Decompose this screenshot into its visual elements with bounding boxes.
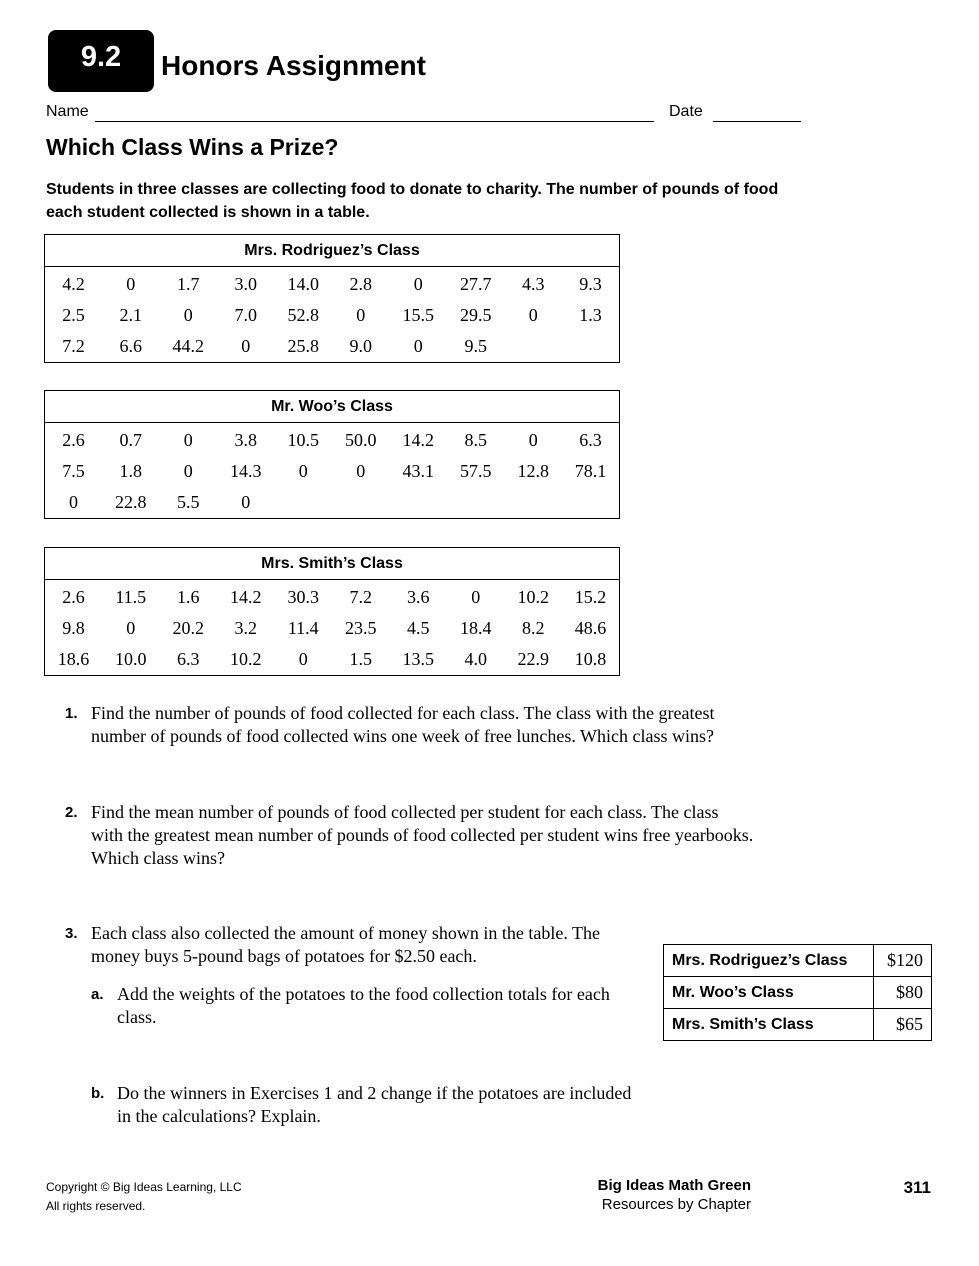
money-class-name: Mr. Woo’s Class: [664, 977, 874, 1009]
table-cell: 43.1: [402, 461, 434, 481]
table-cell: 14.0: [287, 274, 319, 294]
footer-rights: All rights reserved.: [46, 1199, 146, 1213]
table-row: [45, 644, 620, 676]
table-cell: [332, 487, 390, 519]
table-cell: 48.6: [574, 618, 607, 638]
table-cell: 6.3: [579, 430, 602, 450]
table-cell: 0: [298, 649, 308, 669]
table-header-row: [45, 391, 620, 423]
table-cell: 13.5: [402, 649, 434, 669]
question-1-line-1: Find the number of pounds of food collected for each class. The class with the greatest: [91, 703, 715, 723]
table-cell: 4.0: [464, 649, 487, 669]
question-3a-line-2: class.: [117, 1007, 157, 1027]
question-1-line-2: number of pounds of food collected wins one week of free lunches. Which class wins?: [91, 726, 714, 746]
table-cell: 9.8: [62, 618, 85, 638]
table-cell: 10.2: [517, 587, 549, 607]
table-cell: 8.2: [522, 618, 545, 638]
table-cell: 7.2: [62, 336, 85, 356]
table-cell: 0: [241, 336, 251, 356]
table-header-row: [45, 548, 620, 580]
table-row: [45, 487, 620, 519]
table-cell: 23.5: [345, 618, 377, 638]
money-row: [664, 1009, 932, 1041]
table-cell: 2.1: [119, 305, 142, 325]
money-row: [664, 945, 932, 977]
table-cell: 6.3: [177, 649, 200, 669]
table-cell: 44.2: [172, 336, 204, 356]
table-cell: 52.8: [287, 305, 319, 325]
table-cell: 4.3: [522, 274, 545, 294]
table-cell: 10.0: [115, 649, 147, 669]
table-cell: 9.3: [579, 274, 602, 294]
question-2-line-3: Which class wins?: [91, 848, 225, 868]
table-cell: [505, 487, 563, 519]
table-cell: 0: [413, 274, 423, 294]
table-cell: 11.5: [115, 587, 147, 607]
table-cell: 1.7: [177, 274, 200, 294]
table-row: [45, 300, 620, 331]
date-label: Date: [669, 103, 703, 120]
table-cell: 30.3: [287, 587, 319, 607]
table-cell: 0: [528, 430, 538, 450]
table-cell: [505, 331, 563, 363]
page-number: 311: [903, 1178, 931, 1197]
question-3b-line-1: Do the winners in Exercises 1 and 2 change if the potatoes are included: [117, 1083, 632, 1103]
table-cell: 0: [183, 461, 193, 481]
table-row: [45, 331, 620, 363]
table-cell: 14.3: [230, 461, 262, 481]
table-cell: 5.5: [177, 492, 200, 512]
table-cell: 15.5: [402, 305, 434, 325]
question-3-number: 3.: [65, 925, 78, 942]
date-line: [713, 121, 801, 122]
table-cell: 22.9: [517, 649, 549, 669]
table-cell: 2.8: [349, 274, 372, 294]
question-2-line-1: Find the mean number of pounds of food collected per student for each class. The class: [91, 802, 719, 822]
table-cell: 14.2: [402, 430, 434, 450]
intro-text: Students in three classes are collecting food to donate to charity. The number of pounds of food each student collected is shown in a table.: [46, 181, 779, 221]
footer-resources: Resources by Chapter: [601, 1196, 751, 1213]
money-row: [664, 977, 932, 1009]
table-cell: 0: [356, 461, 366, 481]
table-title: Mrs. Rodriguez’s Class: [45, 235, 620, 267]
table-cell: 9.0: [349, 336, 372, 356]
table-cell: 78.1: [574, 461, 607, 481]
footer-book-title: Big Ideas Math Green: [597, 1177, 751, 1194]
page-title: Honors Assignment: [161, 50, 426, 81]
section-badge: [48, 30, 154, 92]
question-3b-letter: b.: [91, 1085, 105, 1102]
table-cell: 0: [126, 618, 136, 638]
table-cell: 10.2: [230, 649, 262, 669]
table-cell: 3.6: [407, 587, 430, 607]
table-cell: 0: [356, 305, 366, 325]
table-cell: 3.0: [234, 274, 257, 294]
table-cell: 1.6: [177, 587, 200, 607]
table-cell: [562, 487, 620, 519]
table-cell: 11.4: [287, 618, 319, 638]
table-cell: 3.2: [234, 618, 257, 638]
table-cell: 2.5: [62, 305, 85, 325]
table-cell: 0.7: [119, 430, 142, 450]
section-number: 9.2: [80, 40, 122, 73]
table-cell: 10.8: [574, 649, 607, 669]
table-cell: 1.5: [349, 649, 372, 669]
question-3-line-1: Each class also collected the amount of money shown in the table. The: [91, 923, 601, 943]
question-3a-letter: a.: [91, 986, 104, 1003]
table-cell: 18.6: [57, 649, 90, 669]
money-table: [663, 944, 932, 1041]
money-class-name: Mrs. Rodriguez’s Class: [664, 945, 874, 977]
money-class-name: Mrs. Smith’s Class: [664, 1009, 874, 1041]
table-cell: 57.5: [460, 461, 492, 481]
table-row: [45, 580, 620, 614]
table-cell: 14.2: [230, 587, 262, 607]
question-1-number: 1.: [65, 705, 78, 722]
table-row: [45, 456, 620, 487]
name-line: [95, 121, 654, 122]
table-cell: 4.2: [62, 274, 85, 294]
table-cell: 7.0: [234, 305, 257, 325]
table-cell: 20.2: [172, 618, 204, 638]
table-cell: 7.2: [349, 587, 372, 607]
section-heading: Which Class Wins a Prize?: [46, 134, 339, 160]
table-cell: 0: [298, 461, 308, 481]
table-cell: [562, 331, 620, 363]
table-cell: 2.6: [62, 430, 85, 450]
table-cell: 3.8: [234, 430, 257, 450]
table-cell: 6.6: [119, 336, 142, 356]
name-label: Name: [46, 103, 89, 120]
money-amount: $120: [874, 945, 932, 977]
table-cell: 9.5: [464, 336, 487, 356]
table-cell: 10.5: [287, 430, 319, 450]
table-title: Mr. Woo’s Class: [45, 391, 620, 423]
table-cell: 1.8: [119, 461, 142, 481]
table-cell: 0: [126, 274, 136, 294]
table-cell: 25.8: [287, 336, 319, 356]
table-cell: 2.6: [62, 587, 85, 607]
table-cell: 8.5: [464, 430, 487, 450]
money-amount: $80: [874, 977, 932, 1009]
table-row: [45, 267, 620, 301]
table-cell: 50.0: [345, 430, 377, 450]
footer-copyright: Copyright © Big Ideas Learning, LLC: [46, 1180, 242, 1194]
question-3b-line-2: in the calculations? Explain.: [117, 1106, 321, 1126]
table-cell: [447, 487, 505, 519]
table-title: Mrs. Smith’s Class: [45, 548, 620, 580]
table-cell: 18.4: [460, 618, 492, 638]
question-3a-line-1: Add the weights of the potatoes to the food collection totals for each: [117, 984, 610, 1004]
table-cell: [390, 487, 448, 519]
table-cell: 12.8: [517, 461, 549, 481]
table-cell: 1.3: [579, 305, 602, 325]
table-cell: 0: [528, 305, 538, 325]
table-row: [45, 613, 620, 644]
table-cell: 0: [69, 492, 78, 512]
woo-class-table: [44, 390, 620, 519]
table-cell: 15.2: [574, 587, 607, 607]
table-cell: 0: [183, 305, 193, 325]
table-row: [45, 423, 620, 457]
table-cell: 0: [241, 492, 251, 512]
smith-class-table: [44, 547, 620, 676]
question-2-number: 2.: [65, 804, 78, 821]
table-cell: 29.5: [460, 305, 492, 325]
table-cell: 0: [183, 430, 193, 450]
table-cell: 7.5: [62, 461, 85, 481]
question-2-line-2: with the greatest mean number of pounds of food collected per student wins free yearbooks.: [91, 825, 754, 845]
table-cell: 0: [413, 336, 423, 356]
table-header-row: [45, 235, 620, 267]
money-amount: $65: [874, 1009, 932, 1041]
table-cell: 0: [471, 587, 481, 607]
table-cell: 22.8: [115, 492, 147, 512]
rodriguez-class-table: [44, 234, 620, 363]
question-3-line-2: money buys 5-pound bags of potatoes for $2.50 each.: [91, 946, 477, 966]
table-cell: 4.5: [407, 618, 430, 638]
table-cell: 27.7: [460, 274, 492, 294]
table-cell: [275, 487, 333, 519]
